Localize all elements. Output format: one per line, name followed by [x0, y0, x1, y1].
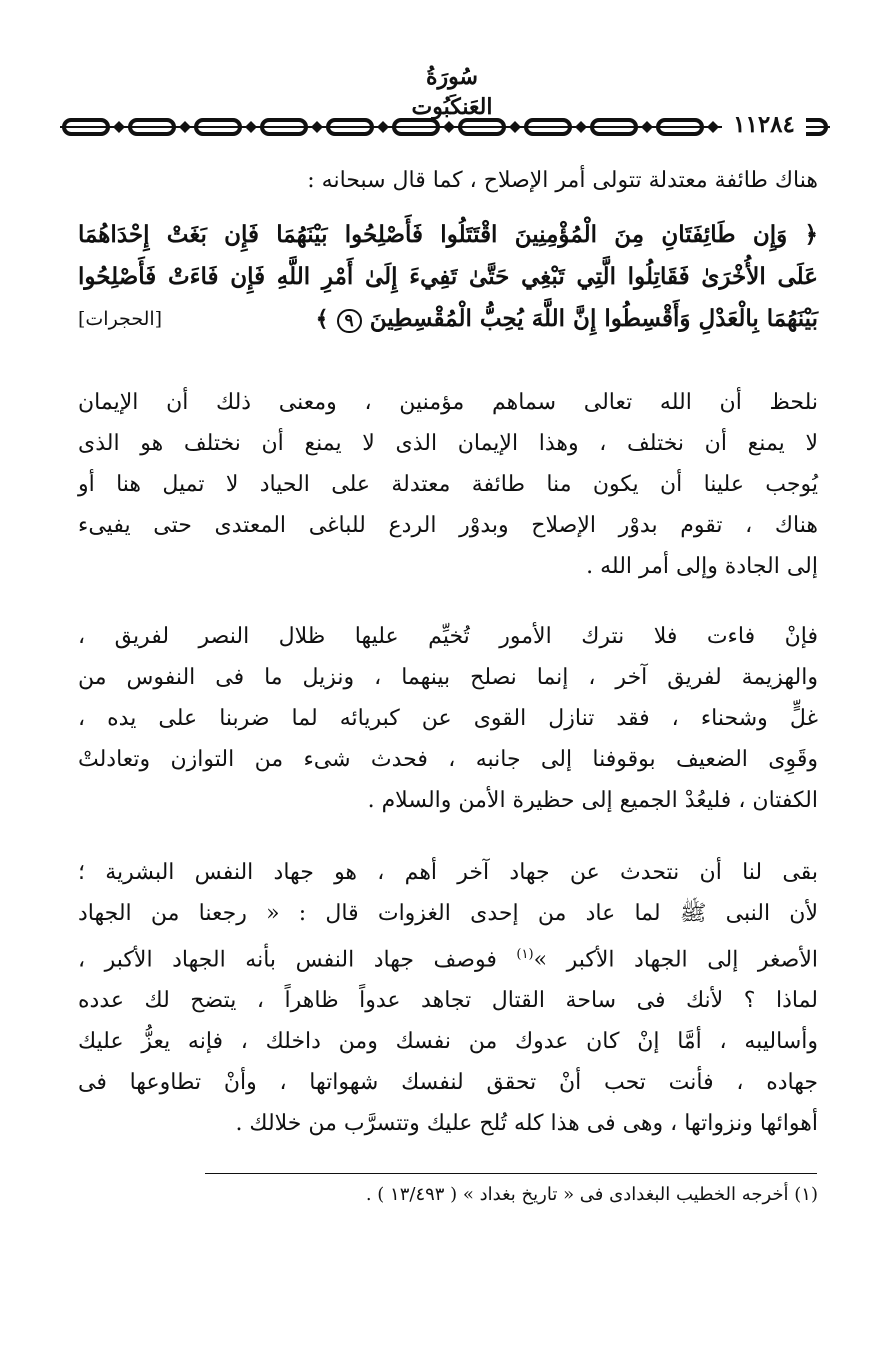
- verse-text: وَإِن طَائِفَتَانِ مِنَ الْمُؤْمِنِينَ اقْتَتَلُوا فَأَصْلِحُوا بَيْنَهُمَا فَإِن بَغَتْ إِحْدَاهُمَا: [78, 221, 788, 248]
- text-line: وقَوِى الضعيف بوقوفنا إلى جانبه ، فحدث شىء من التوازن وتعادلتْ: [78, 747, 818, 772]
- footnote: (١) أخرجه الخطيب البغدادى فى « تاريخ بغداد » ( ١٣/٤٩٣ ) .: [365, 1184, 818, 1205]
- text-line: [78, 934, 818, 980]
- open-brace: ﴿: [804, 221, 818, 248]
- verse-number: ٩: [337, 309, 362, 333]
- quran-verse: [78, 214, 818, 340]
- text-line: فإنْ فاءت فلا نترك الأمور تُخيِّم عليها ظلال النصر لفريق ،: [78, 624, 818, 649]
- footnote-mark: (١): [516, 947, 534, 962]
- verse-line-3: [78, 298, 818, 340]
- page-number: ١١٢٨٤: [722, 110, 806, 140]
- text-line: غلٍّ وشحناء ، فقد تنازل القوى عن كبريائه لما ضربنا على يده ،: [78, 706, 818, 731]
- verse-text: بَيْنَهُمَا بِالْعَدْلِ وَأَقْسِطُوا إِنَّ اللَّهَ يُحِبُّ الْمُقْسِطِينَ: [369, 305, 818, 332]
- hadith-quote: الأصغر إلى الجهاد الأكبر »: [533, 947, 818, 973]
- text-line: جهاده ، فأنت تحب أنْ تحقق لنفسك شهواتها ، وأنْ تطاوعها فى: [78, 1070, 818, 1096]
- text-line: هناك ، تقوم بدوْر الإصلاح وبدوْر الردع للباغى المعتدى حتى يفيىء: [78, 513, 818, 538]
- text-segment: فوصف جهاد النفس بأنه الجهاد الأكبر ،: [78, 947, 497, 973]
- text-line: بقى لنا أن نتحدث عن جهاد آخر أهم ، هو جهاد النفس البشرية ؛: [78, 860, 818, 885]
- surah-reference: [الحجرات]: [78, 308, 163, 330]
- ornamental-border: [60, 112, 830, 142]
- intro-paragraph: [78, 160, 818, 201]
- verse-line-2: عَلَى الأُخْرَىٰ فَقَاتِلُوا الَّتِي تَبْغِي حَتَّىٰ تَفِيءَ إِلَىٰ أَمْرِ اللَّهِ فَإِن فَاءَتْ فَأَصْلِحُوا: [78, 263, 818, 290]
- text-line: يُوجب علينا أن يكون منا طائفة معتدلة على الحياد لا تميل هنا أو: [78, 472, 818, 497]
- text-line: لا يمنع أن نختلف ، وهذا الإيمان الذى لا يمنع أن نختلف هو الذى: [78, 431, 818, 456]
- paragraph-1: [78, 382, 818, 587]
- text-line: نلحظ أن الله تعالى سماهم مؤمنين ، ومعنى ذلك أن الإيمان: [78, 390, 818, 415]
- text-line: لأن النبى ﷺ لما عاد من إحدى الغزوات قال : « رجعنا من الجهاد: [78, 901, 818, 926]
- footnote-separator: [205, 1173, 817, 1174]
- verse-line-1: [78, 214, 818, 256]
- text-line: إلى الجادة وإلى أمر الله .: [586, 554, 818, 579]
- close-brace: ﴾: [315, 306, 329, 332]
- text-line: الكفتان ، فليعُدْ الجميع إلى حظيرة الأمن والسلام .: [367, 788, 818, 813]
- paragraph-2: [78, 616, 818, 821]
- text-line: لماذا ؟ لأنك فى ساحة القتال تجاهد عدواً ظاهراً ، يتضح لك عدده: [78, 988, 818, 1014]
- paragraph-3: [78, 852, 818, 1144]
- text-line: وأساليبه ، أمَّا إنْ كان عدوك من نفسك ومن داخلك ، فإنه يعزُّ عليك: [78, 1029, 818, 1055]
- surah-title: سُورَةُ العَنكَبُوت: [411, 64, 493, 120]
- text-line: هناك طائفة معتدلة تتولى أمر الإصلاح ، كما قال سبحانه :: [307, 168, 818, 193]
- text-line: والهزيمة لفريق آخر ، إنما نصلح بينهما ، ونزيل ما فى النفوس من: [78, 665, 818, 690]
- text-line: أهوائها ونزواتها ، وهى فى هذا كله تُلح عليك وتتسرَّب من خلالك .: [235, 1111, 818, 1137]
